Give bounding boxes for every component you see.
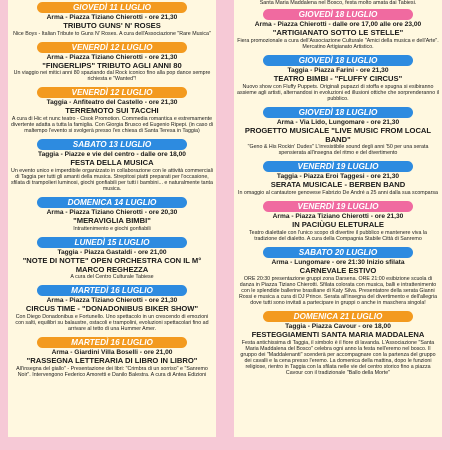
event-entry — [8, 42, 216, 83]
event-date-banner: GIOVEDÌ 18 LUGLIO — [263, 55, 413, 66]
event-date-banner: MARTEDÌ 16 LUGLIO — [37, 337, 187, 348]
event-date-banner: SABATO 20 LUGLIO — [263, 247, 413, 258]
event-location: Taggia - Piazza Gastaldi - ore 21,00 — [57, 249, 167, 256]
event-title: "ARTIGIANATO SOTTO LE STELLE" — [272, 28, 404, 38]
event-entry — [234, 201, 442, 242]
bottom-band — [0, 437, 450, 450]
event-date-banner: GIOVEDÌ 18 LUGLIO — [263, 9, 413, 20]
event-entry — [234, 55, 442, 102]
event-description: Fiera promozionale a cura dell'Associazione Culturale "Amici della musica e dell'Arte". Mercatino Artigianato Artistico. — [237, 38, 439, 51]
event-location: Taggia - Piazze e vie del centro - dalle ore 18,00 — [38, 151, 186, 159]
event-description: Nice Boys - Italian Tribute to Guns N' Roses. A cura dell'Associazione "Rare Musica" — [13, 30, 211, 37]
right-column — [234, 0, 442, 437]
event-location: Arma - Piazza Tiziano Chierotti - ore 21,30 — [46, 14, 178, 21]
event-date-banner: VENERDÌ 19 LUGLIO — [263, 201, 413, 212]
event-entry — [234, 247, 442, 306]
event-date-banner: GIOVEDÌ 11 LUGLIO — [37, 2, 187, 13]
event-description: Nuovo show con Fluffy Puppets. Originali pupazzi di stoffa e spugna si esibiranno assieme agli artisti, alternandosi in evoluzioni ed illusioni ottiche che sorprenderanno il pubblico. — [237, 83, 439, 102]
event-location: Arma - Piazza Tiziano Chierotti - ore 20,30 — [46, 209, 178, 217]
event-title: SERATA MUSICALE - BERBEN BAND — [270, 180, 406, 190]
event-location: Arma - Piazza Tiziano Chierotti - ore 21,30 — [46, 53, 178, 61]
event-entry — [8, 87, 216, 134]
event-date-banner: MARTEDÌ 16 LUGLIO — [37, 285, 187, 296]
event-description: Un evento unico e imperdibile organizzato in collaborazione con le attività commerciali di Taggia per tutti gli amanti della musica. Strepitosi piatti preparati per l'occasione, sfilata di trampolieri luminosi, giochi gonfiabili per tutti i bambini... e naturalmente tanta musica. — [11, 167, 213, 193]
event-location: Arma - Lungomare - ore 21:30 Inizio sfilata — [271, 258, 405, 266]
event-entry — [234, 311, 442, 376]
event-title: FESTA DELLA MUSICA — [70, 158, 154, 168]
event-description: A cura del Centro Culturale Tabiese — [70, 274, 154, 281]
event-title: FESTEGGIAMENTI SANTA MARIA MADDALENA — [251, 329, 425, 339]
event-description: Teatro dialettale con l'unico scopo di divertire il pubblico e mantenere viva la tradizione del dialetto. A cura della Compagnia Stabile Città di Sanremo — [249, 229, 427, 242]
event-date-banner: DOMENICA 14 LUGLIO — [37, 197, 187, 208]
event-title: "FINGERLIPS" TRIBUTO AGLI ANNI 80 — [42, 60, 182, 70]
left-column — [8, 0, 216, 437]
event-date-banner: VENERDÌ 19 LUGLIO — [263, 161, 413, 172]
event-description: Con Diego Donadonibus e Fortunello. Uno spettacolo in un crescendo di emozioni con salti, equilibri su balaustre, ostacoli e trampolini, evoluzioni spettacolari fino ad arrivare al tetto di una Hummer Amer. — [15, 313, 209, 333]
event-location: Taggia - Piazza Cavour - ore 18,00 — [285, 322, 391, 330]
event-entry — [234, 107, 442, 156]
event-description: "Geno & His Rockin' Dudes" L'irresistibile sound degli anni '50 per una serata spensierata all'insegna del ritmo e del divertimento — [247, 144, 429, 157]
event-entry — [8, 197, 216, 232]
event-entry — [234, 9, 442, 50]
event-date-banner: VENERDÌ 12 LUGLIO — [37, 87, 187, 98]
event-title: TERREMOTO SUI TACCHI — [65, 106, 159, 116]
event-title: IN PACIÙGU ELETURALE — [292, 220, 384, 230]
event-title: "MERAVIGLIA BIMBI" — [73, 216, 151, 226]
event-description: In omaggio al cantautore genovese Fabrizio De André a 25 anni dalla sua scomparsa — [238, 190, 438, 197]
event-date-banner: DOMENICA 21 LUGLIO — [263, 311, 413, 322]
event-title: TRIBUTO GUNS' N' ROSES — [63, 21, 161, 30]
event-date-banner: GIOVEDÌ 18 LUGLIO — [263, 107, 413, 118]
event-date-banner: SABATO 13 LUGLIO — [37, 139, 187, 150]
event-location: Arma - Via Lido, Lungomare - ore 21,30 — [276, 119, 400, 127]
event-location: Taggia - Anfiteatro del Castello - ore 21,30 — [46, 99, 178, 107]
event-location: Arma - Piazza Tiziano Chierotti - ore 21,30 — [272, 213, 404, 221]
event-description: All'insegna del giallo" - Presentazione dei libri: "Crimbra di un sorriso" e "Sanremo Noir". Intervengono Federico Amoretti e Danilo Balestra. A cura di Antea Edizioni — [16, 365, 208, 378]
event-title: "NOTE DI NOTTE" OPEN ORCHESTRA CON IL M° MARCO REGHEZZA — [22, 256, 202, 274]
event-title: "RASSEGNA LETTERARIA DI LIBRO IN LIBRO" — [26, 356, 198, 366]
event-location: Arma - Giardini Villa Boselli - ore 21,00 — [51, 349, 173, 357]
event-entry — [8, 285, 216, 332]
event-title: CIRCUS TIME - "DONADONIBUS BIKER SHOW" — [25, 304, 199, 314]
event-description: Un viaggio nei mitici anni 80 spaziando dal Rock iconico fino alla pop dance sempre richiesta e "Wanted"! — [13, 70, 211, 83]
event-location: Taggia - Piazza Farini - ore 21,30 — [287, 67, 389, 75]
event-description: A cura di Hic et nunc teatro - Cisok Promotion. Commedia romantica e estremamente divertente adatta a tutta la famiglia. Con Giorgia Brusco ed Eugenio Ripepi. (in caso di maltempo l'evento si svolgerà presso l'ex chiesa di Santa Teresa in Taggia) — [11, 116, 213, 135]
event-entry — [8, 237, 216, 280]
event-date-banner: VENERDÌ 12 LUGLIO — [37, 42, 187, 53]
event-entry — [8, 2, 216, 37]
event-date-banner: LUNEDÌ 15 LUGLIO — [37, 237, 187, 248]
event-entry — [234, 161, 442, 196]
event-title: CARNEVALE ESTIVO — [299, 265, 377, 275]
event-location: Taggia - Piazza Eroi Taggesi - ore 21,30 — [276, 173, 400, 181]
event-entry — [8, 337, 216, 378]
event-description: Intrattenimento e giochi gonfiabili — [73, 225, 151, 232]
event-entry — [8, 139, 216, 192]
event-description: ORE 20:30 presentazione gruppi zona Darsena. ORE 21:00 esibizione scuola di danza in Piazza Tiziano Chierotti. Sfilata colorata con musica, balli e intrattenimento con le splendide ballerine brasiliane di Katy Silva. Presentatore della serata Gianni Rossi e musica a cura di DJ Prince. Serata all'insegna del divertimento e dell'allegria dove tutti sono invitati a partecipare in gruppi o anche in maschera singola! — [238, 275, 438, 306]
event-location: Arma - Piazza Tiziano Chierotti - ore 21,30 — [46, 297, 178, 305]
event-description: Festa antichissima di Taggia, il simbolo è il fiore di lavanda. L'Associazione "Santa Maria Maddalena del Bosco" celebra ogni anno la festa nell'eremo nel bosco. Il gruppo dei "Maddalenanti" scenderà per accompagnare con la partenza del gruppo dei cavalli e la cena presso l'eremo. La domenica della mattina, dopo le funzioni religiose, rientro in Taggia con la sfilata nelle vie del centro storico fino a piazza Cavour con il tradizionale "Ballo della Morte" — [240, 339, 436, 377]
top-note: Santa Maria Maddalena nel Bosco, festa molto amata dai Tabiesi. — [259, 0, 417, 6]
event-title: PROGETTO MUSICALE "LIVE MUSIC FROM LOCAL BAND" — [244, 126, 432, 144]
event-location: Arma - Piazza Chierotti - dalle ore 17,00 alle ore 23,00 — [254, 21, 422, 29]
event-title: TEATRO BIMBI - "FLUFFY CIRCUS" — [273, 74, 403, 84]
